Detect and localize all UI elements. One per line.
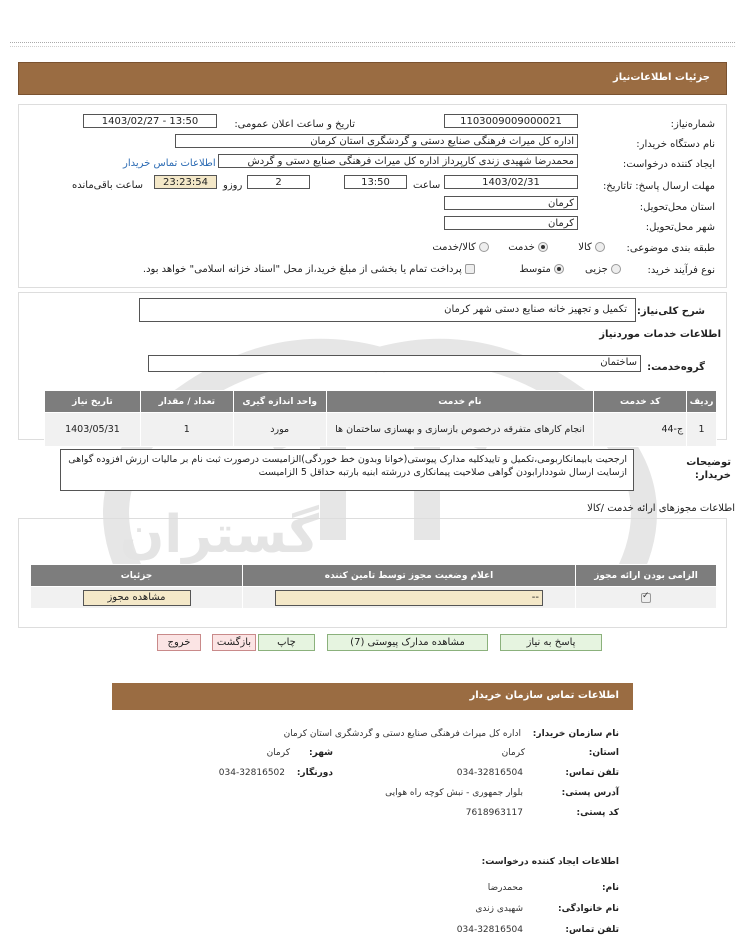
radio-minor[interactable] bbox=[611, 264, 621, 274]
announce-datetime-field: 1403/02/27 - 13:50 bbox=[83, 114, 217, 128]
creator-field: محمدرضا شهیدی زندی کارپرداز اداره کل میراث فرهنگی صنایع دستی و گردش bbox=[218, 154, 578, 168]
buyer-contact-link[interactable]: اطلاعات تماس خریدار bbox=[123, 158, 216, 169]
contact-postal-label: کد پستی: bbox=[576, 808, 619, 818]
permits-table-header bbox=[31, 565, 717, 587]
cell-quantity: 1 bbox=[140, 413, 233, 447]
cell-unit: مورد bbox=[233, 413, 326, 447]
service-group-label: گروه‌خدمت: bbox=[647, 362, 705, 373]
radio-goods-service[interactable] bbox=[479, 242, 489, 252]
deadline-date-field: 1403/02/31 bbox=[444, 175, 578, 189]
city-label: شهر محل‌تحویل: bbox=[645, 222, 715, 233]
table-row bbox=[45, 413, 717, 447]
need-number-field: 1103009009000021 bbox=[444, 114, 578, 128]
contact-address-value: بلوار جمهوری - نبش کوچه راه هوایی bbox=[385, 788, 523, 798]
notes-label: توضیحات خریدار: bbox=[686, 457, 731, 481]
cell-permit-required bbox=[576, 587, 717, 609]
province-label: استان محل‌تحویل: bbox=[639, 202, 715, 213]
process-option-medium[interactable]: متوسط bbox=[519, 264, 564, 275]
deadline-days-label: روزو bbox=[223, 180, 243, 191]
contact-city-value: کرمان bbox=[266, 748, 290, 758]
radio-medium[interactable] bbox=[554, 264, 564, 274]
deadline-days-field: 2 bbox=[247, 175, 310, 189]
category-option-service[interactable]: خدمت bbox=[508, 242, 548, 253]
contact-org-label: نام سازمان خریدار: bbox=[532, 729, 619, 739]
print-button[interactable]: چاپ bbox=[258, 634, 315, 651]
category-label: طبقه بندی موضوعی: bbox=[626, 243, 715, 254]
creator-family-label: نام خانوادگی: bbox=[557, 904, 619, 914]
col-unit: واحد اندازه گیری bbox=[233, 391, 326, 413]
notes-field: ارجحیت بابیمانکاربومی،تکمیل و تاییدکلیه مدارک پیوستی(خوانا وبدون خط خوردگی)الزامیست درصورت ثبت نام بر مالیات ارزش افزوده گواهی ازسایت ارسال شوددارابودن گواهی صلاحیت پیمانکاری دررشته ابنیه بارتبه حداقل 5 الزامیست bbox=[60, 449, 634, 491]
contact-postal-value: 7618963117 bbox=[465, 808, 523, 818]
cell-service-name: انجام کارهای متفرقه درخصوص بازسازی و بهسازی ساختمان ها bbox=[326, 413, 594, 447]
category-option-goods-service[interactable]: کالا/خدمت bbox=[432, 242, 489, 253]
back-button[interactable]: بازگشت bbox=[212, 634, 256, 651]
contact-address-label: آدرس پستی: bbox=[561, 788, 619, 798]
col-row: ردیف bbox=[687, 391, 717, 413]
view-permit-button[interactable]: مشاهده مجوز bbox=[83, 590, 191, 606]
remaining-time-field: 23:23:54 bbox=[154, 175, 217, 189]
watermark-text: گستران bbox=[120, 505, 319, 565]
contact-header bbox=[112, 683, 633, 710]
remaining-time-label: ساعت باقی‌مانده bbox=[72, 180, 144, 191]
contact-province-label: استان: bbox=[588, 748, 619, 758]
cell-row: 1 bbox=[687, 413, 717, 447]
col-service-name: نام خدمت bbox=[326, 391, 594, 413]
contact-fax-label: دورنگار: bbox=[296, 768, 333, 778]
payment-checkbox[interactable] bbox=[465, 264, 475, 274]
process-label: نوع فرآیند خرید: bbox=[647, 265, 715, 276]
creator-label: ایجاد کننده درخواست: bbox=[622, 159, 715, 170]
top-divider bbox=[10, 42, 735, 43]
table-row bbox=[31, 587, 717, 609]
deadline-label: مهلت ارسال پاسخ: تاتاریخ: bbox=[602, 181, 715, 192]
contact-province-value: کرمان bbox=[501, 748, 525, 758]
cell-need-date: 1403/05/31 bbox=[45, 413, 141, 447]
cell-permit-status bbox=[243, 587, 576, 609]
permit-required-checkbox[interactable] bbox=[641, 593, 651, 603]
summary-label: شرح کلی‌نیاز: bbox=[636, 306, 705, 317]
reply-button[interactable]: پاسخ به نیاز bbox=[500, 634, 602, 651]
service-group-field: ساختمان bbox=[148, 355, 641, 372]
announce-datetime-label: تاریخ و ساعت اعلان عمومی: bbox=[234, 119, 355, 130]
col-service-code: کد خدمت bbox=[594, 391, 687, 413]
services-title: اطلاعات خدمات موردنیاز bbox=[599, 329, 721, 340]
radio-service[interactable] bbox=[538, 242, 548, 252]
deadline-time-field: 13:50 bbox=[344, 175, 407, 189]
cell-permit-details bbox=[31, 587, 243, 609]
need-number-label: شماره‌نیاز: bbox=[670, 119, 715, 130]
contact-city-label: شهر: bbox=[309, 748, 333, 758]
creator-phone-label: تلفن تماس: bbox=[565, 925, 619, 935]
permit-status-field[interactable]: -- bbox=[275, 590, 543, 606]
contact-phone-value: 034-32816504 bbox=[456, 768, 523, 778]
city-field: کرمان bbox=[444, 216, 578, 230]
deadline-time-label: ساعت bbox=[413, 180, 441, 191]
col-permit-status: اعلام وضعیت مجوز توسط تامین کننده bbox=[243, 565, 576, 587]
radio-goods[interactable] bbox=[595, 242, 605, 252]
exit-button[interactable]: خروج bbox=[157, 634, 201, 651]
contact-phone-label: تلفن تماس: bbox=[565, 768, 619, 778]
cell-service-code: ج-44 bbox=[594, 413, 687, 447]
creator-info-title: اطلاعات ایجاد کننده درخواست: bbox=[481, 857, 619, 867]
col-permit-details: جزئیات bbox=[31, 565, 243, 587]
payment-note: پرداخت تمام یا بخشی از مبلغ خرید،از محل "اسناد خزانه اسلامی" خواهد بود. bbox=[143, 264, 475, 275]
page-title: جزئیات اطلاعات‌نیاز bbox=[613, 72, 710, 83]
contact-fax-value: 034-32816502 bbox=[218, 768, 285, 778]
services-table-header bbox=[45, 391, 717, 413]
process-option-minor[interactable]: جزیی bbox=[585, 264, 621, 275]
contact-org-value: اداره کل میراث فرهنگی صنایع دستی و گردشگری استان کرمان bbox=[283, 729, 521, 739]
top-divider-2 bbox=[10, 46, 735, 47]
permits-title: اطلاعات مجوزهای ارائه خدمت /کالا bbox=[587, 503, 735, 514]
col-quantity: تعداد / مقدار bbox=[140, 391, 233, 413]
creator-name-value: محمدرضا bbox=[487, 883, 523, 893]
form-panel bbox=[18, 104, 727, 288]
col-permit-required: الزامی بودن ارائه مجوز bbox=[576, 565, 717, 587]
services-table bbox=[44, 390, 717, 447]
province-field: کرمان bbox=[444, 196, 578, 210]
buyer-org-field: اداره کل میراث فرهنگی صنایع دستی و گردشگری استان کرمان bbox=[175, 134, 578, 148]
page-header bbox=[18, 62, 727, 95]
category-option-goods[interactable]: کالا bbox=[578, 242, 605, 253]
buyer-org-label: نام دستگاه خریدار: bbox=[636, 139, 715, 150]
col-need-date: تاریخ نیاز bbox=[45, 391, 141, 413]
creator-phone-value: 034-32816504 bbox=[456, 925, 523, 935]
permits-table bbox=[30, 564, 717, 609]
creator-family-value: شهیدی زندی bbox=[475, 904, 523, 914]
creator-name-label: نام: bbox=[602, 883, 619, 893]
summary-field: تکمیل و تجهیز خانه صنایع دستی شهر کرمان bbox=[139, 298, 636, 322]
contact-title: اطلاعات تماس سازمان خریدار bbox=[469, 690, 619, 701]
view-attachments-button[interactable]: مشاهده مدارک پیوستی (7) bbox=[327, 634, 488, 651]
